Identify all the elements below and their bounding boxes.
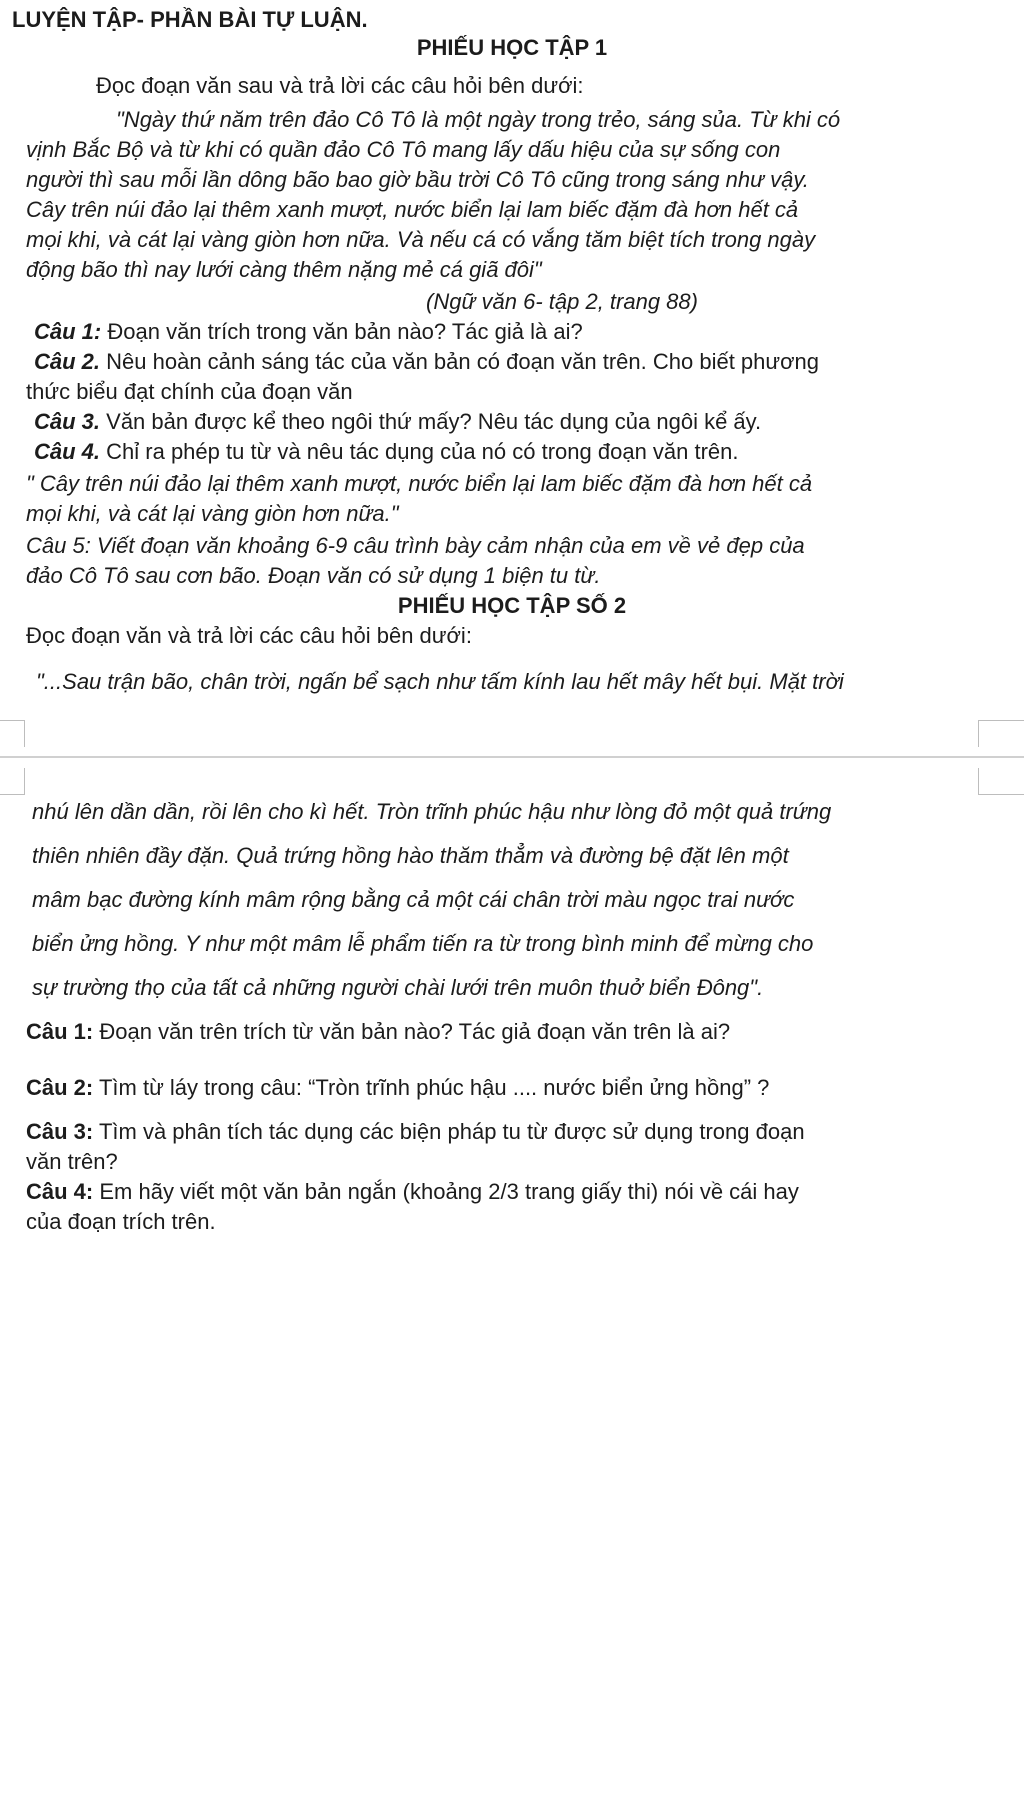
question-text: Nêu hoàn cảnh sáng tác của văn bản có đoạn văn trên. Cho biết phương [100, 349, 820, 374]
sheet1-question-1 [34, 318, 583, 346]
question-text: Chỉ ra phép tu từ và nêu tác dụng của nó có trong đoạn văn trên. [100, 439, 739, 464]
sheet1-question-4 [34, 438, 739, 466]
sheet1-question-3 [34, 408, 761, 436]
question-label: Câu 3. [34, 409, 101, 434]
sheet2-passage-line: sự trường thọ của tất cả những người chài lưới trên muôn thuở biển Đông". [32, 975, 764, 1000]
question-label: Câu 2. [34, 349, 101, 374]
sheet1-quote-line: " Cây trên núi đảo lại thêm xanh mượt, nước biển lại lam biếc đặm đà hơn hết cả [26, 471, 813, 496]
sheet2-question-3 [26, 1118, 805, 1146]
page-margin-mark [0, 768, 25, 795]
sheet2-instruction: Đọc đoạn văn và trả lời các câu hỏi bên dưới: [26, 623, 472, 648]
sheet2-passage-line: thiên nhiên đầy đặn. Quả trứng hồng hào thăm thẳm và đường bệ đặt lên một [32, 843, 789, 868]
page-break-divider [0, 756, 1024, 758]
sheet1-passage-line: động bão thì nay lưới càng thêm nặng mẻ cá giã đôi" [26, 257, 542, 282]
sheet2-question-2 [26, 1074, 769, 1102]
sheet2-question-4 [26, 1178, 799, 1206]
sheet1-question-2 [34, 348, 819, 376]
sheet1-quote-line: mọi khi, và cát lại vàng giòn hơn nữa." [26, 501, 399, 526]
sheet2-passage-line: "...Sau trận bão, chân trời, ngấn bể sạch như tấm kính lau hết mây hết bụi. Mặt trời [36, 669, 844, 694]
question-text: Đoạn văn trích trong văn bản nào? Tác giả là ai? [101, 319, 583, 344]
sheet1-question-5-line: đảo Cô Tô sau cơn bão. Đoạn văn có sử dụng 1 biện tu từ. [26, 563, 601, 588]
sheet1-passage-line: mọi khi, và cát lại vàng giòn hơn nữa. Và nếu cá có vắng tăm biệt tích trong ngày [26, 227, 816, 252]
question-text: Em hãy viết một văn bản ngắn (khoảng 2/3 trang giấy thi) nói về cái hay [93, 1179, 799, 1204]
sheet2-passage-line: biển ửng hồng. Y như một mâm lễ phẩm tiến ra từ trong bình minh để mừng cho [32, 931, 814, 956]
question-text: Tìm từ láy trong câu: “Tròn trĩnh phúc hậu .... nước biển ửng hồng” ? [93, 1075, 770, 1100]
question-label: Câu 4. [34, 439, 101, 464]
question-text: Đoạn văn trên trích từ văn bản nào? Tác giả đoạn văn trên là ai? [93, 1019, 731, 1044]
sheet1-question-2-cont: thức biểu đạt chính của đoạn văn [26, 379, 353, 404]
question-label: Câu 2: [26, 1075, 94, 1100]
page-margin-mark [0, 720, 25, 747]
question-text: Tìm và phân tích tác dụng các biện pháp tu từ được sử dụng trong đoạn [93, 1119, 805, 1144]
page-margin-mark [978, 768, 1024, 795]
question-label: Câu 4: [26, 1179, 94, 1204]
sheet2-question-4-cont: của đoạn trích trên. [26, 1209, 216, 1234]
question-label: Câu 3: [26, 1119, 94, 1144]
sheet2-passage-line: nhú lên dần dần, rồi lên cho kì hết. Tròn trĩnh phúc hậu như lòng đỏ một quả trứng [32, 799, 832, 824]
sheet1-passage-line: người thì sau mỗi lần dông bão bao giờ bầu trời Cô Tô cũng trong sáng như vậy. [26, 167, 809, 192]
sheet1-passage-line: "Ngày thứ năm trên đảo Cô Tô là một ngày trong trẻo, sáng sủa. Từ khi có [116, 107, 841, 132]
question-label: Câu 1: [34, 319, 102, 344]
sheet1-passage-line: vịnh Bắc Bộ và từ khi có quần đảo Cô Tô mang lấy dấu hiệu của sự sống con [26, 137, 781, 162]
sheet2-passage-line: mâm bạc đường kính mâm rộng bằng cả một cái chân trời màu ngọc trai nước [32, 887, 795, 912]
page-margin-mark [978, 720, 1024, 747]
page-header: LUYỆN TẬP- PHẦN BÀI TỰ LUẬN. [12, 7, 368, 32]
sheet1-passage-line: Cây trên núi đảo lại thêm xanh mượt, nước biển lại lam biếc đặm đà hơn hết cả [26, 197, 799, 222]
sheet1-question-5-line: Câu 5: Viết đoạn văn khoảng 6-9 câu trình bày cảm nhận của em về vẻ đẹp của [26, 533, 805, 558]
sheet1-instruction: Đọc đoạn văn sau và trả lời các câu hỏi bên dưới: [96, 73, 584, 98]
question-label: Câu 1: [26, 1019, 94, 1044]
sheet2-title: PHIẾU HỌC TẬP SỐ 2 [397, 593, 627, 618]
sheet2-question-3-cont: văn trên? [26, 1149, 118, 1174]
question-text: Văn bản được kể theo ngôi thứ mấy? Nêu tác dụng của ngôi kể ấy. [100, 409, 762, 434]
sheet2-question-1 [26, 1018, 730, 1046]
sheet1-title: PHIẾU HỌC TẬP 1 [416, 35, 608, 60]
sheet1-source: (Ngữ văn 6- tập 2, trang 88) [426, 289, 698, 314]
